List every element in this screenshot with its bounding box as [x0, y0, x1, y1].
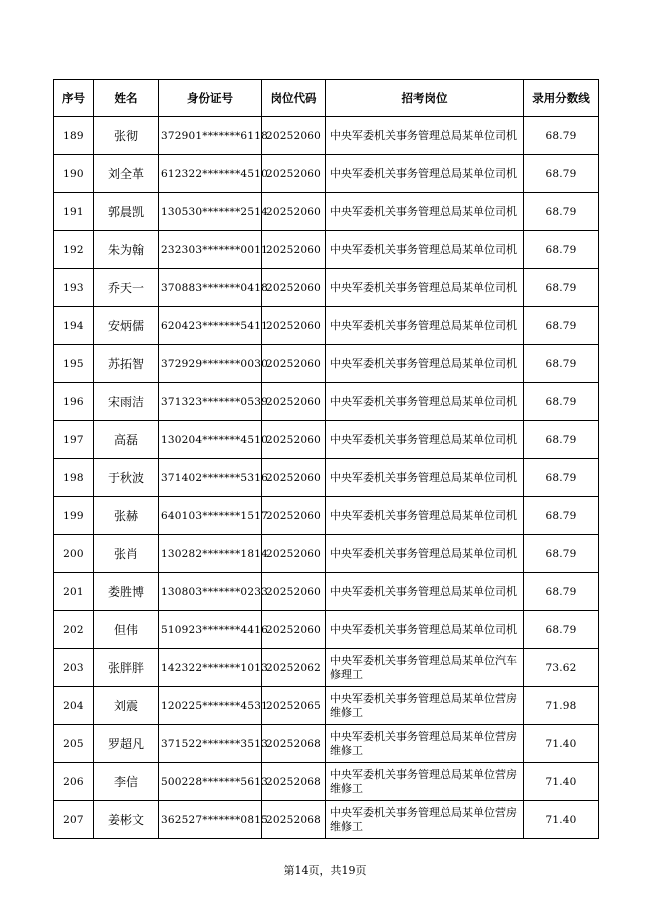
- cell-position-code: 20252060: [262, 421, 326, 459]
- cell-id-number: 130282*******1814: [159, 535, 262, 573]
- cell-position-code: 20252068: [262, 725, 326, 763]
- cell-name: 安炳儒: [94, 307, 159, 345]
- cell-position-code: 20252060: [262, 307, 326, 345]
- cell-name: 郭晨凯: [94, 193, 159, 231]
- cell-score: 68.79: [524, 193, 599, 231]
- cell-serial: 203: [54, 649, 94, 687]
- cell-name: 宋雨洁: [94, 383, 159, 421]
- cell-position-code: 20252060: [262, 117, 326, 155]
- cell-position: 中央军委机关事务管理总局某单位司机: [326, 231, 524, 269]
- cell-score: 71.40: [524, 763, 599, 801]
- table-row: [54, 383, 599, 421]
- cell-position: 中央军委机关事务管理总局某单位司机: [326, 421, 524, 459]
- cell-position: 中央军委机关事务管理总局某单位司机: [326, 383, 524, 421]
- cell-score: 71.98: [524, 687, 599, 725]
- cell-serial: 193: [54, 269, 94, 307]
- cell-name: 于秋波: [94, 459, 159, 497]
- cell-position-code: 20252060: [262, 345, 326, 383]
- cell-score: 71.40: [524, 801, 599, 839]
- cell-position: 中央军委机关事务管理总局某单位司机: [326, 611, 524, 649]
- table-row: [54, 497, 599, 535]
- cell-serial: 198: [54, 459, 94, 497]
- table-row: [54, 307, 599, 345]
- cell-id-number: 120225*******4531: [159, 687, 262, 725]
- cell-score: 68.79: [524, 459, 599, 497]
- cell-score: 68.79: [524, 383, 599, 421]
- cell-id-number: 142322*******1013: [159, 649, 262, 687]
- cell-name: 刘震: [94, 687, 159, 725]
- cell-score: 68.79: [524, 269, 599, 307]
- table-row: [54, 421, 599, 459]
- header-name: 姓名: [94, 80, 159, 117]
- cell-id-number: 371522*******3513: [159, 725, 262, 763]
- cell-position-code: 20252060: [262, 535, 326, 573]
- table-row: [54, 231, 599, 269]
- cell-id-number: 371323*******0539: [159, 383, 262, 421]
- cell-name: 高磊: [94, 421, 159, 459]
- cell-position: 中央军委机关事务管理总局某单位营房维修工: [326, 687, 524, 725]
- cell-position: 中央军委机关事务管理总局某单位司机: [326, 573, 524, 611]
- cell-serial: 206: [54, 763, 94, 801]
- cell-id-number: 130803*******0233: [159, 573, 262, 611]
- cell-id-number: 510923*******4416: [159, 611, 262, 649]
- cell-position: 中央军委机关事务管理总局某单位司机: [326, 117, 524, 155]
- cell-name: 张肖: [94, 535, 159, 573]
- cell-id-number: 232303*******0011: [159, 231, 262, 269]
- results-table: [53, 79, 599, 839]
- cell-serial: 190: [54, 155, 94, 193]
- table-row: [54, 535, 599, 573]
- cell-serial: 201: [54, 573, 94, 611]
- cell-position-code: 20252060: [262, 573, 326, 611]
- table-header-row: [54, 80, 599, 117]
- cell-name: 但伟: [94, 611, 159, 649]
- cell-position-code: 20252060: [262, 611, 326, 649]
- header-serial: 序号: [54, 80, 94, 117]
- cell-id-number: 370883*******0418: [159, 269, 262, 307]
- cell-serial: 194: [54, 307, 94, 345]
- cell-score: 68.79: [524, 155, 599, 193]
- cell-serial: 199: [54, 497, 94, 535]
- cell-position: 中央军委机关事务管理总局某单位营房维修工: [326, 725, 524, 763]
- cell-name: 刘全革: [94, 155, 159, 193]
- table-row: [54, 611, 599, 649]
- table-row: [54, 345, 599, 383]
- cell-position-code: 20252060: [262, 155, 326, 193]
- table-row: [54, 155, 599, 193]
- cell-id-number: 362527*******0815: [159, 801, 262, 839]
- cell-name: 李信: [94, 763, 159, 801]
- cell-score: 68.79: [524, 573, 599, 611]
- cell-name: 苏拓智: [94, 345, 159, 383]
- cell-position: 中央军委机关事务管理总局某单位司机: [326, 269, 524, 307]
- cell-serial: 202: [54, 611, 94, 649]
- cell-position-code: 20252060: [262, 269, 326, 307]
- cell-score: 68.79: [524, 345, 599, 383]
- cell-position: 中央军委机关事务管理总局某单位司机: [326, 497, 524, 535]
- cell-name: 张赫: [94, 497, 159, 535]
- cell-position-code: 20252060: [262, 497, 326, 535]
- cell-score: 68.79: [524, 497, 599, 535]
- cell-id-number: 500228*******5613: [159, 763, 262, 801]
- cell-id-number: 130204*******4510: [159, 421, 262, 459]
- table-row: [54, 193, 599, 231]
- cell-score: 68.79: [524, 231, 599, 269]
- cell-name: 娄胜博: [94, 573, 159, 611]
- cell-name: 罗超凡: [94, 725, 159, 763]
- cell-score: 68.79: [524, 535, 599, 573]
- cell-position-code: 20252068: [262, 801, 326, 839]
- cell-position: 中央军委机关事务管理总局某单位汽车修理工: [326, 649, 524, 687]
- cell-score: 71.40: [524, 725, 599, 763]
- table-row: [54, 725, 599, 763]
- cell-position: 中央军委机关事务管理总局某单位司机: [326, 535, 524, 573]
- cell-position: 中央军委机关事务管理总局某单位营房维修工: [326, 801, 524, 839]
- table-row: [54, 117, 599, 155]
- cell-serial: 207: [54, 801, 94, 839]
- cell-score: 68.79: [524, 421, 599, 459]
- cell-name: 朱为翰: [94, 231, 159, 269]
- cell-serial: 196: [54, 383, 94, 421]
- cell-score: 68.79: [524, 307, 599, 345]
- cell-serial: 189: [54, 117, 94, 155]
- cell-position-code: 20252068: [262, 763, 326, 801]
- cell-id-number: 372901*******6118: [159, 117, 262, 155]
- table-row: [54, 269, 599, 307]
- header-id-number: 身份证号: [159, 80, 262, 117]
- cell-id-number: 640103*******1517: [159, 497, 262, 535]
- table-row: [54, 763, 599, 801]
- cell-position-code: 20252062: [262, 649, 326, 687]
- table-row: [54, 649, 599, 687]
- cell-serial: 200: [54, 535, 94, 573]
- header-position: 招考岗位: [326, 80, 524, 117]
- cell-id-number: 620423*******5411: [159, 307, 262, 345]
- cell-position-code: 20252065: [262, 687, 326, 725]
- cell-position: 中央军委机关事务管理总局某单位司机: [326, 155, 524, 193]
- cell-name: 张彻: [94, 117, 159, 155]
- cell-position: 中央军委机关事务管理总局某单位司机: [326, 345, 524, 383]
- table-row: [54, 801, 599, 839]
- cell-position: 中央军委机关事务管理总局某单位司机: [326, 459, 524, 497]
- header-position-code: 岗位代码: [262, 80, 326, 117]
- table-row: [54, 459, 599, 497]
- cell-position-code: 20252060: [262, 231, 326, 269]
- cell-serial: 197: [54, 421, 94, 459]
- cell-serial: 192: [54, 231, 94, 269]
- cell-position: 中央军委机关事务管理总局某单位司机: [326, 193, 524, 231]
- cell-name: 姜彬文: [94, 801, 159, 839]
- cell-id-number: 372929*******0030: [159, 345, 262, 383]
- cell-name: 乔天一: [94, 269, 159, 307]
- cell-position-code: 20252060: [262, 383, 326, 421]
- cell-position: 中央军委机关事务管理总局某单位司机: [326, 307, 524, 345]
- cell-position-code: 20252060: [262, 459, 326, 497]
- cell-position: 中央军委机关事务管理总局某单位营房维修工: [326, 763, 524, 801]
- cell-id-number: 371402*******5316: [159, 459, 262, 497]
- cell-score: 68.79: [524, 117, 599, 155]
- page-number: 第14页，共19页: [283, 864, 367, 877]
- cell-id-number: 612322*******4510: [159, 155, 262, 193]
- cell-score: 68.79: [524, 611, 599, 649]
- cell-score: 73.62: [524, 649, 599, 687]
- cell-position-code: 20252060: [262, 193, 326, 231]
- cell-serial: 191: [54, 193, 94, 231]
- cell-serial: 204: [54, 687, 94, 725]
- header-score: 录用分数线: [524, 80, 599, 117]
- cell-serial: 195: [54, 345, 94, 383]
- cell-id-number: 130530*******2514: [159, 193, 262, 231]
- cell-serial: 205: [54, 725, 94, 763]
- cell-name: 张胖胖: [94, 649, 159, 687]
- table-row: [54, 687, 599, 725]
- table-row: [54, 573, 599, 611]
